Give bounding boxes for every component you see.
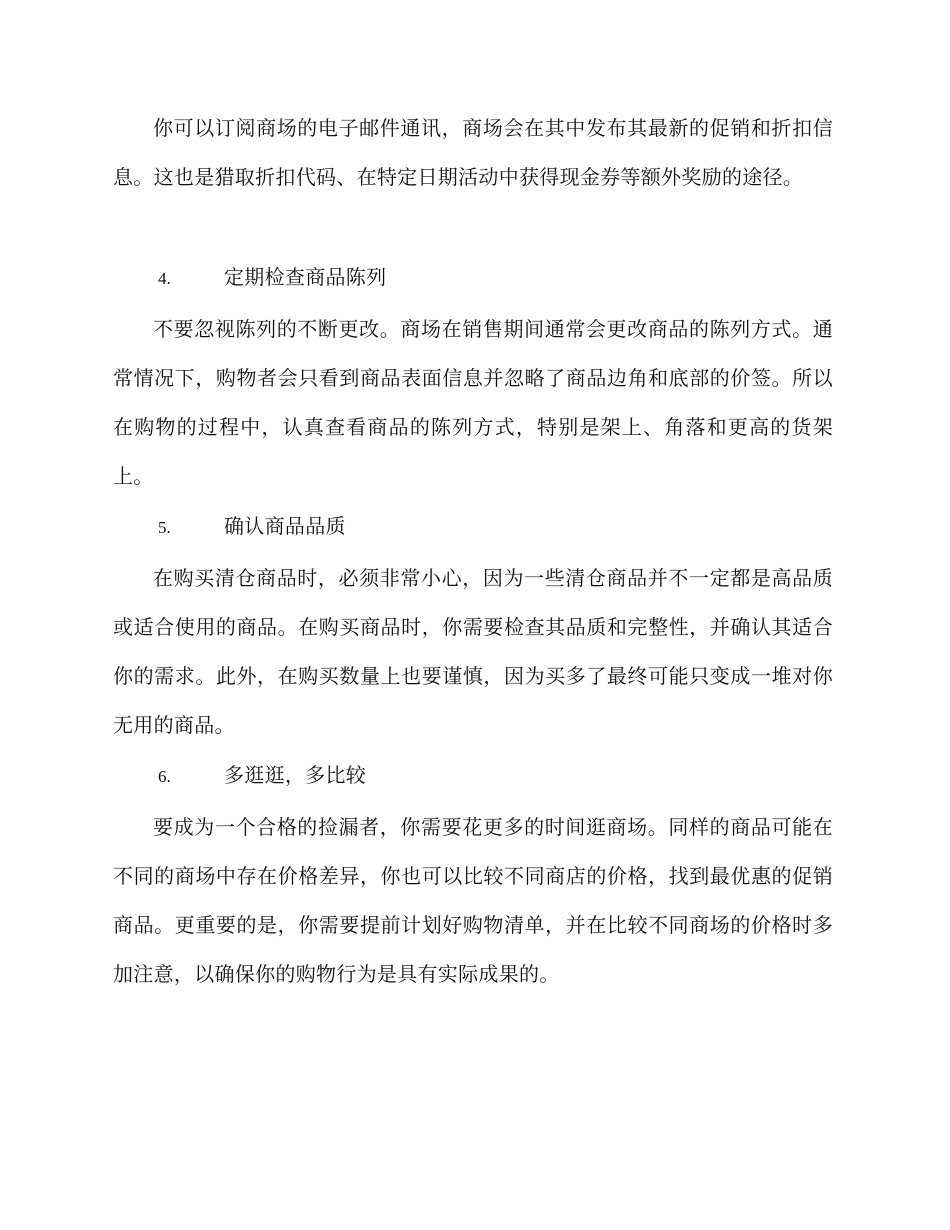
section-title: 定期检查商品陈列 [224, 265, 387, 289]
section-title: 多逛逛，多比较 [224, 763, 367, 787]
section-heading-6 [158, 760, 366, 790]
paragraph-compare: 要成为一个合格的捡漏者，你需要花更多的时间逛商场。同样的商品可能在不同的商场中存在价格差异，你也可以比较不同商店的价格，找到最优惠的促销商品。更重要的是，你需要提前计划好购物清单，并在比较不同商场的价格时多加注意，以确保你的购物行为是具有实际成果的。 [113, 815, 833, 986]
section-heading-5 [158, 511, 346, 541]
paragraph-display: 不要忽视陈列的不断更改。商场在销售期间通常会更改商品的陈列方式。通常情况下，购物者会只看到商品表面信息并忽略了商品边角和底部的价签。所以在购物的过程中，认真查看商品的陈列方式，特别是架上、角落和更高的货架上。 [113, 317, 833, 488]
section-heading-4 [158, 262, 386, 292]
paragraph-quality: 在购买清仓商品时，必须非常小心，因为一些清仓商品并不一定都是高品质或适合使用的商品。在购买商品时，你需要检查其品质和完整性，并确认其适合你的需求。此外，在购买数量上也要谨慎，因为买多了最终可能只变成一堆对你无用的商品。 [113, 566, 833, 737]
section-number: 5. [158, 518, 171, 537]
section-number: 6. [158, 767, 171, 786]
section-number: 4. [158, 269, 171, 288]
section-title: 确认商品品质 [224, 514, 346, 538]
paragraph-newsletter: 你可以订阅商场的电子邮件通讯，商场会在其中发布其最新的促销和折扣信息。这也是猎取折扣代码、在特定日期活动中获得现金券等额外奖励的途径。 [113, 116, 833, 189]
